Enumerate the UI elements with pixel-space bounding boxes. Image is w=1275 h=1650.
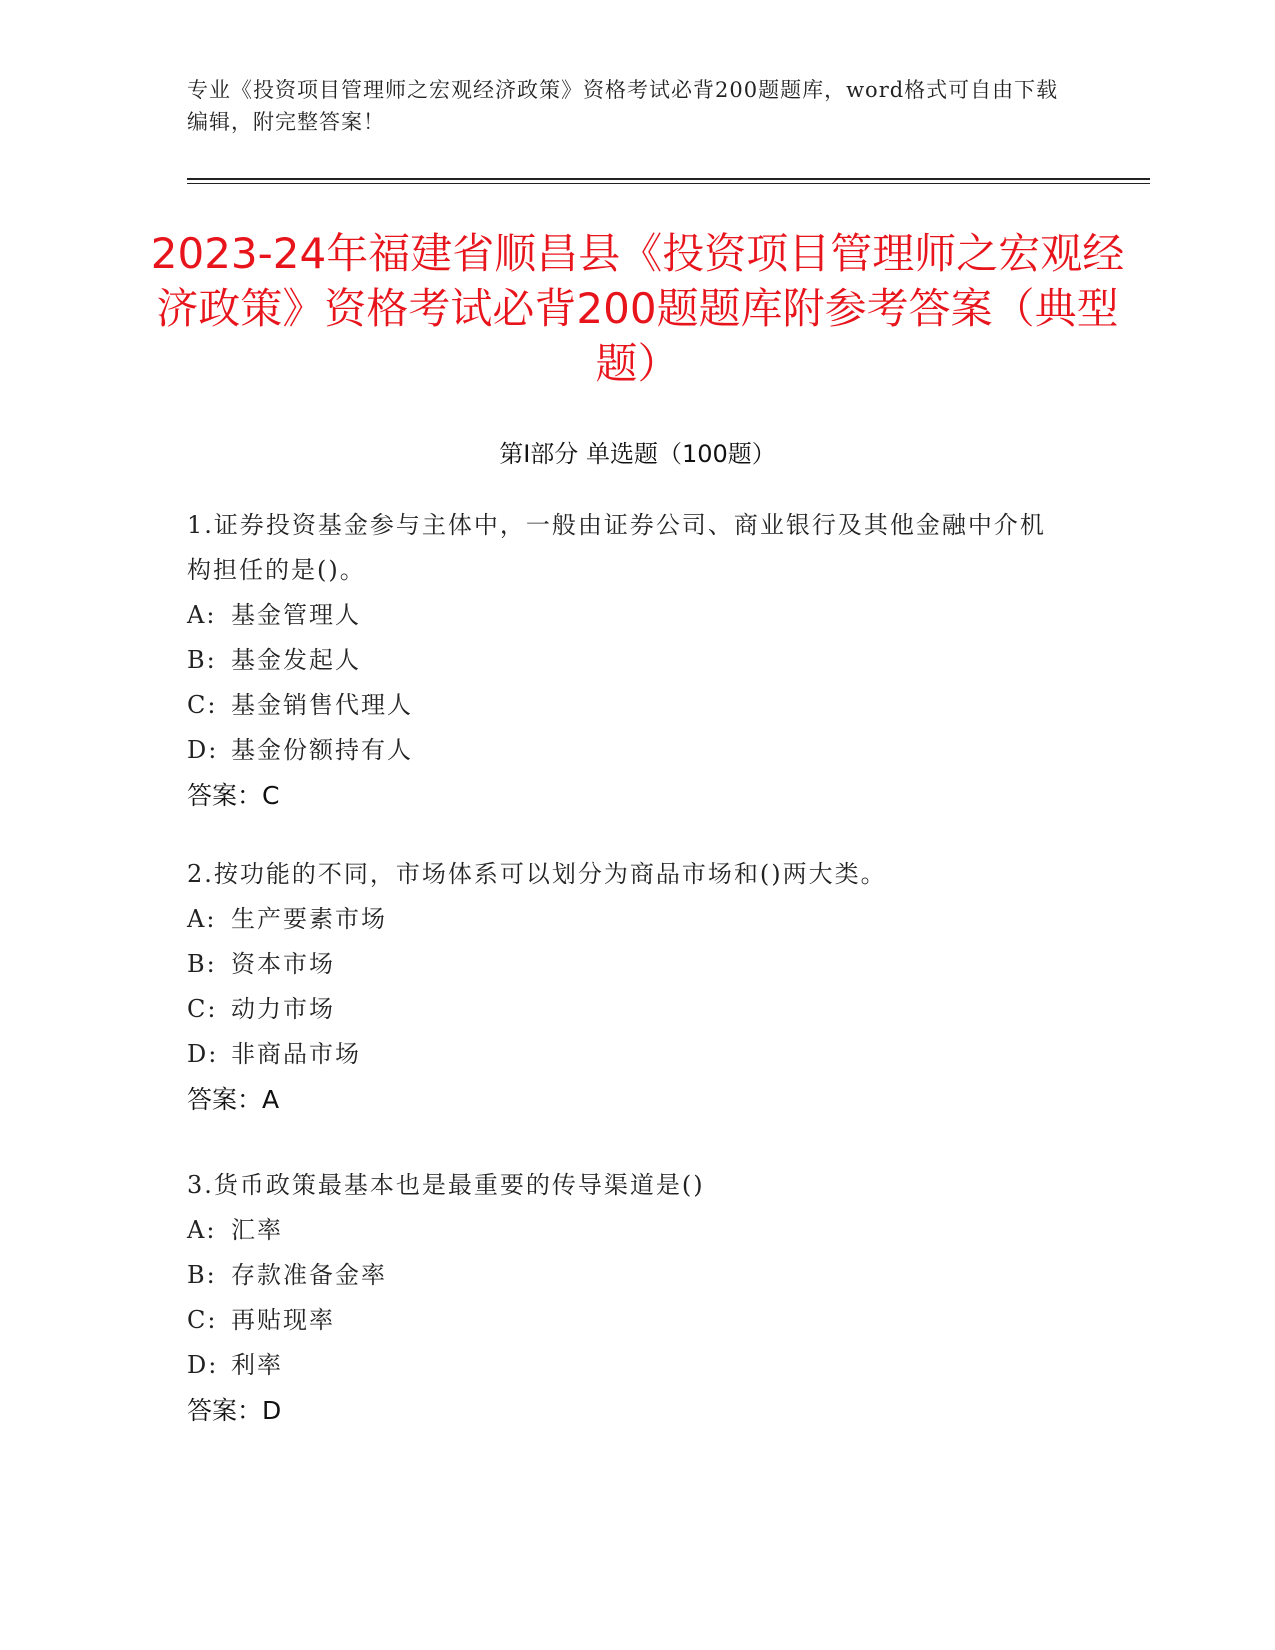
header-divider-thin (187, 183, 1150, 184)
option-text: 基金份额持有人 (231, 736, 413, 764)
option-b (187, 638, 1067, 683)
option-c (187, 683, 1067, 728)
option-text: 资本市场 (231, 950, 335, 978)
section-heading: 第I部分 单选题（100题） (499, 440, 776, 468)
option-text: 汇率 (231, 1216, 283, 1244)
question-3 (187, 1163, 1067, 1433)
question-stem: 1.证券投资基金参与主体中，一般由证券公司、商业银行及其他金融中介机构担任的是()。 (187, 511, 1046, 584)
option-key: C: (187, 995, 218, 1023)
option-key: D: (187, 1040, 219, 1068)
option-c (187, 987, 1067, 1032)
option-a (187, 593, 1067, 638)
answer: 答案：C (187, 781, 280, 810)
option-b (187, 1253, 1067, 1298)
option-text: 再贴现率 (231, 1306, 335, 1334)
document-title: 2023-24年福建省顺昌县《投资项目管理师之宏观经济政策》资格考试必背200题题库附参考答案（典型题） (150, 229, 1125, 388)
option-text: 非商品市场 (231, 1040, 361, 1068)
option-key: A: (187, 905, 217, 933)
option-text: 存款准备金率 (231, 1261, 387, 1289)
answer: 答案：D (187, 1396, 282, 1425)
option-d (187, 728, 1067, 773)
header-note: 专业《投资项目管理师之宏观经济政策》资格考试必背200题题库，word格式可自由下载编辑，附完整答案！ (187, 78, 1059, 134)
option-text: 生产要素市场 (231, 905, 387, 933)
option-text: 基金管理人 (231, 601, 361, 629)
option-text: 基金发起人 (231, 646, 361, 674)
option-key: B: (187, 646, 217, 674)
option-d (187, 1343, 1067, 1388)
answer: 答案：A (187, 1085, 280, 1114)
option-key: C: (187, 691, 218, 719)
option-a (187, 897, 1067, 942)
option-key: A: (187, 1216, 217, 1244)
option-text: 动力市场 (231, 995, 335, 1023)
question-2 (187, 852, 1067, 1122)
option-text: 利率 (231, 1351, 283, 1379)
option-d (187, 1032, 1067, 1077)
option-key: C: (187, 1306, 218, 1334)
option-key: B: (187, 1261, 217, 1289)
option-a (187, 1208, 1067, 1253)
question-1 (187, 503, 1067, 818)
header-divider-thick (187, 178, 1150, 180)
option-key: D: (187, 736, 219, 764)
option-key: A: (187, 601, 217, 629)
option-b (187, 942, 1067, 987)
option-key: D: (187, 1351, 219, 1379)
option-c (187, 1298, 1067, 1343)
option-key: B: (187, 950, 217, 978)
option-text: 基金销售代理人 (231, 691, 413, 719)
question-stem: 2.按功能的不同，市场体系可以划分为商品市场和()两大类。 (187, 860, 887, 888)
question-stem: 3.货币政策最基本也是最重要的传导渠道是() (187, 1171, 705, 1199)
